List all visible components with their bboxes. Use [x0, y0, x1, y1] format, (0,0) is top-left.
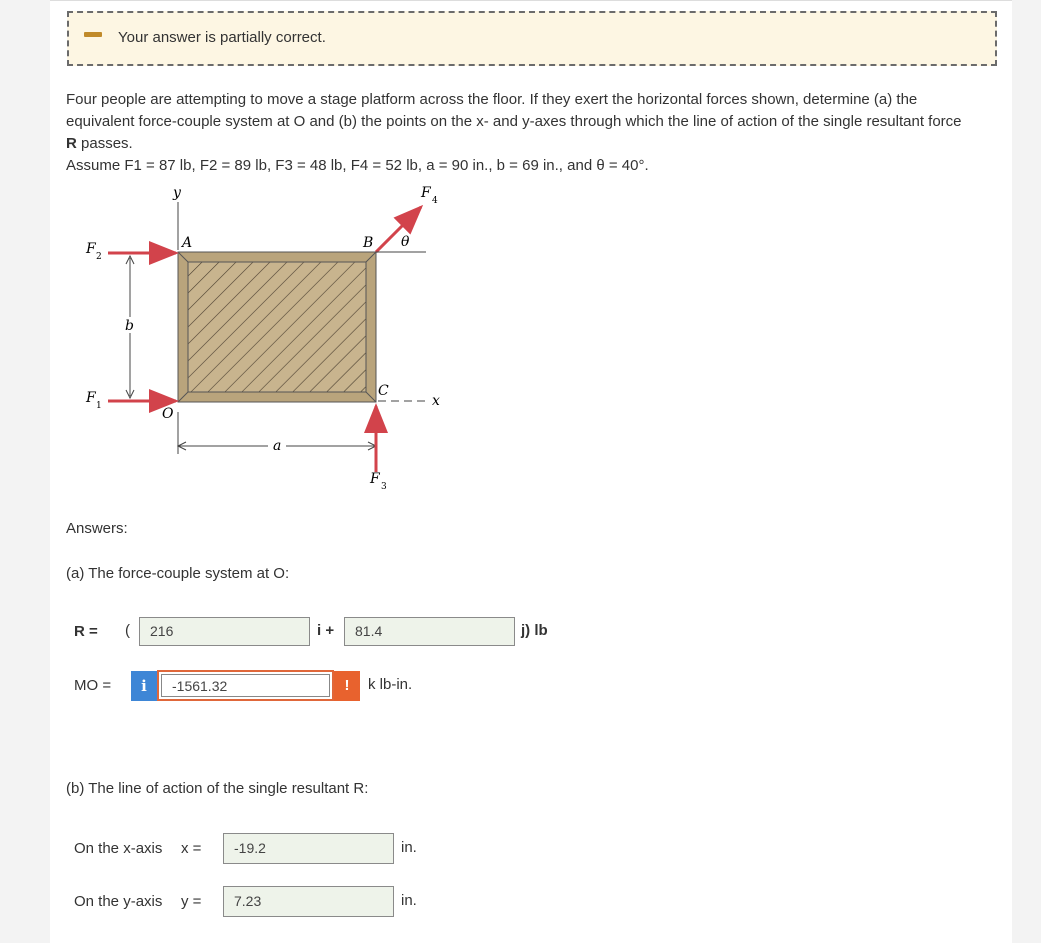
- stage-platform-diagram: [80, 180, 480, 500]
- assumptions: Assume F1 = 87 lb, F2 = 89 lb, F3 = 48 lb, F4 = 52 lb, a = 90 in., b = 69 in., and θ = 40°.: [66, 157, 649, 174]
- F2-subscript: 2: [96, 252, 102, 262]
- F4-arrow: [376, 207, 421, 252]
- feedback-text: Your answer is partially correct.: [118, 29, 326, 46]
- y-unit: in.: [401, 892, 417, 909]
- F3-label: F: [370, 471, 380, 487]
- x-axis-label: x: [432, 393, 440, 409]
- point-B-label: B: [363, 235, 374, 251]
- F4-subscript: 4: [432, 196, 438, 206]
- y-axis-label: y: [173, 185, 181, 201]
- warning-icon[interactable]: !: [334, 671, 360, 701]
- Mo-unit: k lb-in.: [368, 676, 413, 693]
- F1-subscript: 1: [96, 401, 102, 411]
- point-C-label: C: [378, 383, 389, 399]
- point-A-label: A: [182, 235, 193, 251]
- open-paren: (: [125, 622, 130, 639]
- i-unit-label: i +: [317, 622, 335, 639]
- x-axis-row-label: On the x-axis: [74, 840, 163, 857]
- Mo-label: MO =: [74, 677, 112, 694]
- problem-line-2: equivalent force-couple system at O and (b) the points on the x- and y-axes through which the line of action of the single resultant force: [66, 113, 962, 130]
- x-var-label: x =: [181, 840, 202, 857]
- b-dimension-label: b: [125, 318, 134, 334]
- Mo-input-wrapper: [157, 670, 334, 701]
- F1-label: F: [86, 390, 96, 406]
- resultant-symbol: R: [66, 135, 77, 152]
- Mo-input[interactable]: -1561.32: [161, 674, 330, 697]
- question-panel: [50, 0, 1012, 943]
- y-axis-row-label: On the y-axis: [74, 893, 163, 910]
- F2-label: F: [86, 241, 96, 257]
- Ry-input[interactable]: 81.4: [344, 617, 515, 646]
- a-dimension-label: a: [273, 438, 282, 454]
- top-divider: [50, 0, 1012, 1]
- feedback-banner: [67, 11, 997, 66]
- x-intercept-input[interactable]: -19.2: [223, 833, 394, 864]
- part-b-label: (b) The line of action of the single resultant R:: [66, 780, 369, 797]
- y-intercept-input[interactable]: 7.23: [223, 886, 394, 917]
- partial-correct-icon: [84, 32, 102, 37]
- origin-O-label: O: [162, 406, 174, 422]
- x-unit: in.: [401, 839, 417, 856]
- R-label: R =: [74, 623, 98, 640]
- Rx-input[interactable]: 216: [139, 617, 310, 646]
- problem-line-1: Four people are attempting to move a stage platform across the floor. If they exert the horizontal forces shown, determine (a) the: [66, 91, 918, 108]
- part-a-label: (a) The force-couple system at O:: [66, 565, 290, 582]
- j-unit-label: j) lb: [521, 622, 548, 639]
- answers-heading: Answers:: [66, 520, 128, 537]
- y-var-label: y =: [181, 893, 202, 910]
- platform-top: [188, 262, 366, 392]
- problem-line-3-text: passes.: [76, 135, 133, 152]
- F3-subscript: 3: [381, 482, 387, 492]
- theta-label: θ: [401, 234, 410, 250]
- problem-line-3: [66, 133, 133, 155]
- F4-label: F: [421, 185, 431, 201]
- info-icon[interactable]: i: [131, 671, 157, 701]
